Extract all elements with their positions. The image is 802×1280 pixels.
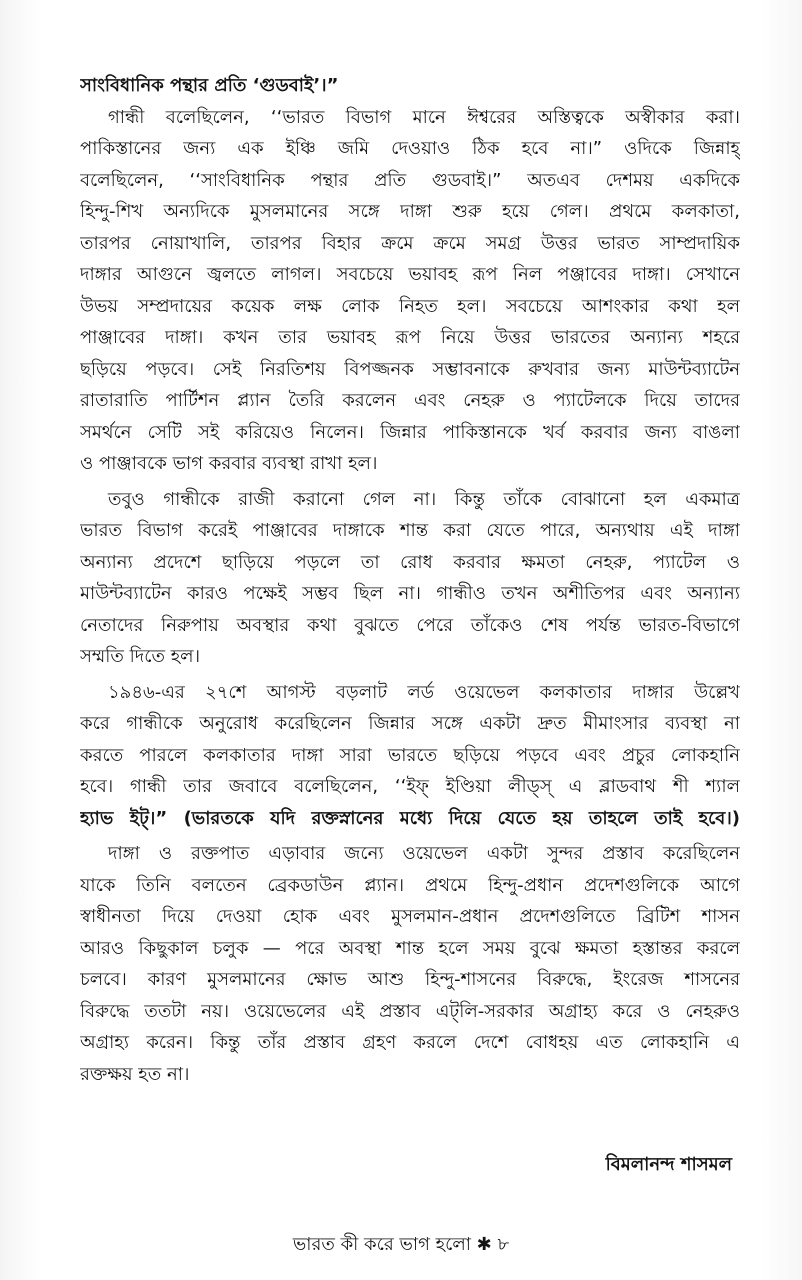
text-line: সমর্থনে সেটি সই করিয়েও নিলেন। জিন্নার পাকিস্তানকে খর্ব করবার জন্য বাঙলা	[80, 421, 740, 443]
text-line: সম্মতি দিতে হল।	[80, 646, 201, 667]
text-line: ও পাঞ্জাবকে ভাগ করবার ব্যবস্থা রাখা হল।	[80, 453, 378, 474]
text-line: হিন্দু-শিখ অন্যদিকে মুসলমানের সঙ্গে দাঙ্গা শুরু হয়ে গেল। প্রথমে কলকাতা,	[80, 201, 740, 222]
text-line: হ্যাভ ইট্।” (ভারতকে যদি রক্তস্নানের মধ্যে দিয়ে যেতে হয় তাহলে তাই হবে।)	[80, 807, 740, 829]
text-line: গান্ধী বলেছিলেন, ‘‘ভারত বিভাগ মানে ঈশ্বরের অস্তিত্বকে অস্বীকার করা।	[108, 106, 740, 128]
text-line: বলেছিলেন, ‘‘সাংবিধানিক পন্থার প্রতি গুডবাই।” অতএব দেশময় একদিকে	[80, 169, 740, 191]
text-line: অন্যান্য প্রদেশে ছাড়িয়ে পড়লে তা রোধ করবার ক্ষমতা নেহরু, প্যাটেল ও	[80, 551, 740, 573]
text-line: ছড়িয়ে পড়বে। সেই নিরতিশয় বিপজ্জনক সম্ভাবনাকে রুখবার জন্য মাউন্টব্যাটেন	[80, 358, 740, 380]
text-line: হবে। গান্ধী তার জবাবে বলেছিলেন, ‘‘ইফ্ ইণ্ডিয়া লীড্স্ এ ব্লাডবাথ শী শ্যাল	[80, 776, 740, 797]
text-line: তবুও গান্ধীকে রাজী করানো গেল না। কিন্তু তাঁকে বোঝানো হল একমাত্র	[108, 488, 740, 510]
text-line: দাঙ্গার আগুনে জ্বলতে লাগল। সবচেয়ে ভয়াবহ রূপ নিল পঞ্জাবের দাঙ্গা। সেখানে	[80, 264, 740, 285]
text-line: করে গান্ধীকে অনুরোধ করেছিলেন জিন্নার সঙ্গে একটা দ্রুত মীমাংসার ব্যবস্থা না	[80, 713, 740, 734]
text-line: রাতারাতি পার্টিশন প্ল্যান তৈরি করলেন এবং নেহরু ও প্যাটেলকে দিয়ে তাদের	[80, 390, 740, 411]
text-line: করতে পারলে কলকাতার দাঙ্গা সারা ভারতে ছড়িয়ে পড়বে এবং প্রচুর লোকহানি	[80, 744, 740, 766]
page-body-text	[80, 70, 740, 1090]
text-line: উভয় সম্প্রদায়ের কয়েক লক্ষ লোক নিহত হল। সবচেয়ে আশংকার কথা হল	[80, 295, 740, 317]
text-line: অগ্রাহ্য করেন। কিন্তু তাঁর প্রস্তাব গ্রহণ করলে দেশে বোধহয় এত লোকহানি এ	[80, 1032, 740, 1053]
text-line: স্বাধীনতা দিয়ে দেওয়া হোক এবং মুসলমান-প্রধান প্রদেশগুলিতে ব্রিটিশ শাসন	[80, 906, 740, 927]
text-line: দাঙ্গা ও রক্তপাত এড়াবার জন্যে ওয়েভেল একটা সুন্দর প্রস্তাব করেছিলেন	[108, 843, 740, 864]
text-line: ১৯৪৬-এর ২৭শে আগস্ট বড়লাট লর্ড ওয়েভেল কলকাতার দাঙ্গার উল্লেখ	[108, 681, 740, 703]
text-line: পাঞ্জাবের দাঙ্গা। কখন তার ভয়াবহ রূপ নিয়ে উত্তর ভারতের অন্যান্য শহরে	[80, 327, 740, 348]
text-line: তারপর নোয়াখালি, তারপর বিহার ক্রমে ক্রমে সমগ্র উত্তর ভারত সাম্প্রদায়িক	[80, 232, 740, 254]
text-line: যাকে তিনি বলতেন ব্রেকডাউন প্ল্যান। প্রথমে হিন্দু-প্রধান প্রদেশগুলিকে আগে	[80, 874, 740, 896]
text-line: সাংবিধানিক পন্থার প্রতি ‘গুডবাই’।”	[80, 75, 339, 96]
text-line: চলবে। কারণ মুসলমানের ক্ষোভ আশু হিন্দু-শাসনের বিরুদ্ধে, ইংরেজ শাসনের	[80, 969, 740, 990]
text-line: পাকিস্তানের জন্য এক ইঞ্চি জমি দেওয়াও ঠিক হবে না।” ওদিকে জিন্নাহ্	[80, 138, 740, 159]
text-line: আরও কিছুকাল চলুক — পরে অবস্থা শান্ত হলে সময় বুঝে ক্ষমতা হস্তান্তর করলে	[80, 937, 740, 959]
text-line: বিরুদ্ধে ততটা নয়। ওয়েভেলের এই প্রস্তাব এট্‌লি-সরকার অগ্রাহ্য করে ও নেহরুও	[80, 1000, 740, 1022]
text-line: মাউন্টব্যাটেন কারও পক্ষেই সম্ভব ছিল না। গান্ধীও তখন অশীতিপর এবং অন্যান্য	[80, 583, 740, 604]
page-footer: ভারত কী করে ভাগ হলো ✱ ৮	[292, 1234, 510, 1255]
text-line: নেতাদের নিরুপায় অবস্থার কথা বুঝতে পেরে তাঁকেও শেষ পর্যন্ত ভারত-বিভাগে	[80, 614, 740, 636]
text-line: ভারত বিভাগ করেই পাঞ্জাবের দাঙ্গাকে শান্ত করা যেতে পারে, অন্যথায় এই দাঙ্গা	[80, 520, 740, 541]
author-signature: বিমলানন্দ শাসমল	[605, 1154, 732, 1175]
text-line: রক্তক্ষয় হত না।	[80, 1063, 190, 1085]
